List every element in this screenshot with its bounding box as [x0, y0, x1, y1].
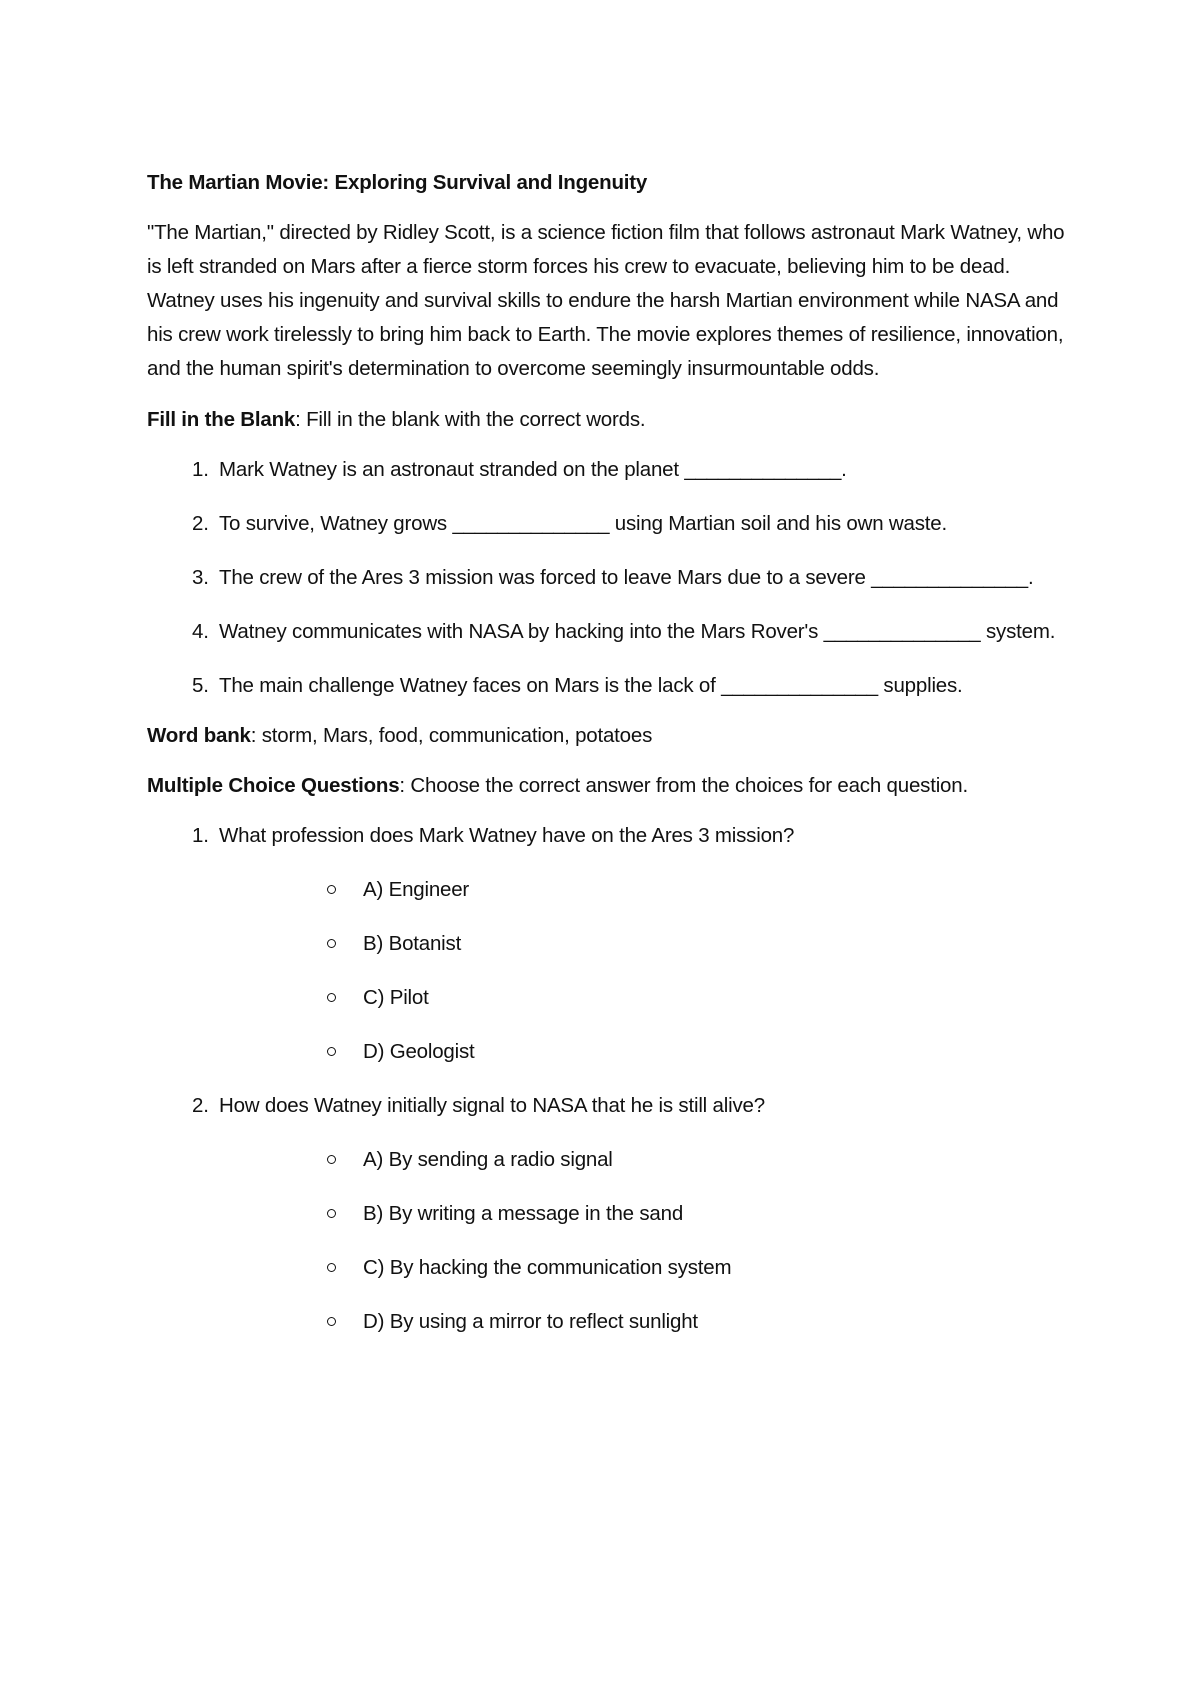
choice-text: B) Botanist: [363, 932, 462, 955]
item-number: 1.: [192, 458, 209, 481]
mcq-instruction: : Choose the correct answer from the choices for each question.: [399, 774, 968, 797]
choice-text: A) By sending a radio signal: [363, 1148, 613, 1171]
word-bank: [147, 719, 1067, 753]
choice-item: [219, 1035, 1067, 1069]
choice-item: [219, 1143, 1067, 1177]
item-text: Watney communicates with NASA by hacking into the Mars Rover's ______________ system.: [219, 620, 1056, 643]
word-bank-label: Word bank: [147, 724, 251, 747]
hollow-circle-bullet-icon: [327, 1155, 336, 1164]
item-number: 4.: [192, 620, 209, 643]
document-title: The Martian Movie: Exploring Survival and Ingenuity: [147, 171, 648, 194]
question-text: What profession does Mark Watney have on the Ares 3 mission?: [219, 824, 795, 847]
fill-in-item: [147, 669, 1067, 703]
fill-in-instruction: : Fill in the blank with the correct words.: [295, 408, 646, 431]
hollow-circle-bullet-icon: [327, 1209, 336, 1218]
item-text: The main challenge Watney faces on Mars is the lack of ______________ supplies.: [219, 674, 963, 697]
question-number: 1.: [192, 824, 209, 847]
mcq-question: [147, 1089, 1067, 1339]
hollow-circle-bullet-icon: [327, 885, 336, 894]
item-text: The crew of the Ares 3 mission was forced to leave Mars due to a severe ______________.: [219, 566, 1034, 589]
fill-in-heading: [147, 403, 1067, 437]
question-number: 2.: [192, 1094, 209, 1117]
mcq-question: [147, 819, 1067, 1069]
mcq-list: [147, 819, 1067, 1339]
fill-in-item: [147, 507, 1067, 541]
question-text: How does Watney initially signal to NASA that he is still alive?: [219, 1094, 765, 1117]
fill-in-item: [147, 615, 1067, 649]
document-body: [147, 166, 1067, 1359]
choice-list: [219, 1143, 1067, 1339]
hollow-circle-bullet-icon: [327, 993, 336, 1002]
fill-in-list: [147, 453, 1067, 703]
choice-item: [219, 1197, 1067, 1231]
choice-text: C) By hacking the communication system: [363, 1256, 732, 1279]
item-text: Mark Watney is an astronaut stranded on the planet ______________.: [219, 458, 847, 481]
word-bank-text: : storm, Mars, food, communication, potatoes: [250, 724, 653, 747]
choice-item: [219, 1305, 1067, 1339]
choice-text: B) By writing a message in the sand: [363, 1202, 684, 1225]
fill-in-label: Fill in the Blank: [147, 408, 296, 431]
intro-paragraph: "The Martian," directed by Ridley Scott, is a science fiction film that follows astronaut Mark Watney, who is left stranded on Mars after a fierce storm forces his crew to evacuate, believing him to be dead. Watney uses his ingenuity and survival skills to endure the harsh Martian environment while NASA and his crew work tirelessly to bring him back to Earth. The movie explores themes of resilience, innovation, and the human spirit's determination to overcome seemingly insurmountable odds.: [147, 221, 1065, 380]
fill-in-item: [147, 561, 1067, 595]
choice-item: [219, 873, 1067, 907]
item-number: 3.: [192, 566, 209, 589]
mcq-label: Multiple Choice Questions: [147, 774, 400, 797]
choice-text: D) By using a mirror to reflect sunlight: [363, 1310, 698, 1333]
choice-item: [219, 981, 1067, 1015]
hollow-circle-bullet-icon: [327, 939, 336, 948]
choice-item: [219, 927, 1067, 961]
item-text: To survive, Watney grows ______________ using Martian soil and his own waste.: [219, 512, 947, 535]
choice-list: [219, 873, 1067, 1069]
choice-item: [219, 1251, 1067, 1285]
hollow-circle-bullet-icon: [327, 1263, 336, 1272]
mcq-heading: [147, 769, 1067, 803]
choice-text: D) Geologist: [363, 1040, 475, 1063]
hollow-circle-bullet-icon: [327, 1047, 336, 1056]
item-number: 5.: [192, 674, 209, 697]
item-number: 2.: [192, 512, 209, 535]
choice-text: C) Pilot: [363, 986, 429, 1009]
hollow-circle-bullet-icon: [327, 1317, 336, 1326]
choice-text: A) Engineer: [363, 878, 470, 901]
fill-in-item: [147, 453, 1067, 487]
